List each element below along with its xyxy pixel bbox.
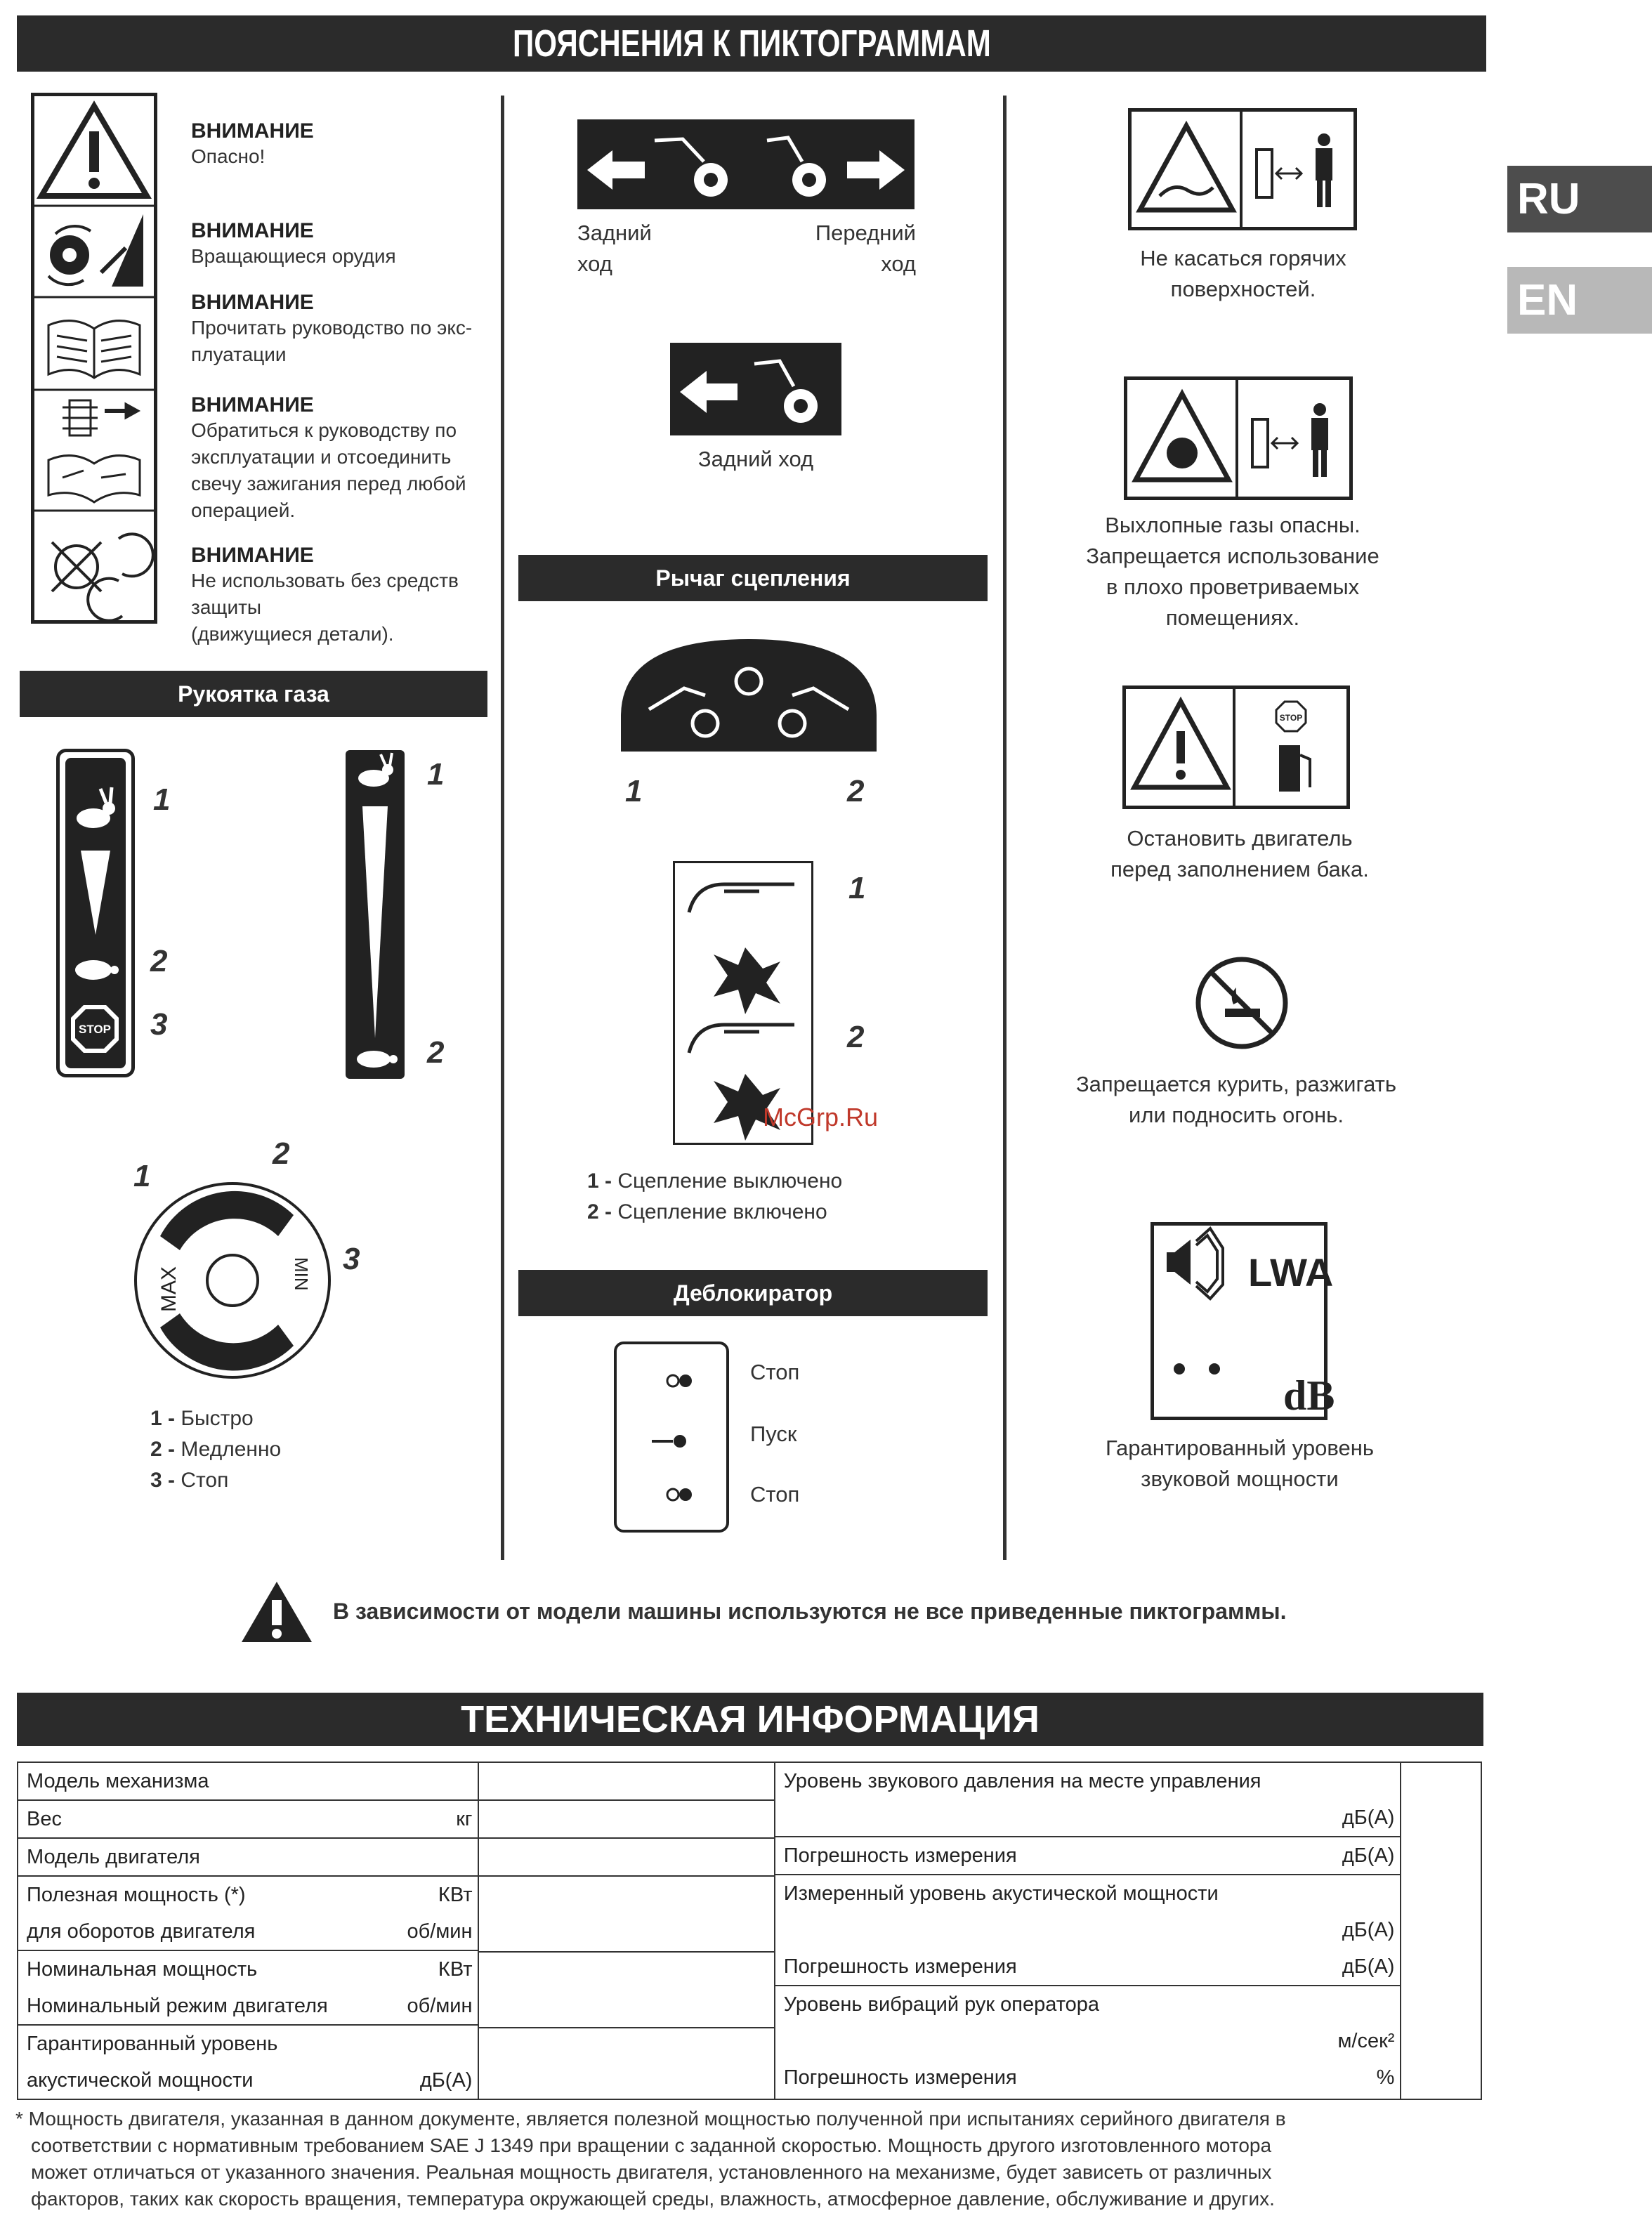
warning-text-3: ВНИМАНИЕ Прочитать руководство по экс- плуатации xyxy=(191,291,473,365)
throttle-lever-panel-1 xyxy=(56,749,135,1077)
throttle-lever-panel-2 xyxy=(346,750,405,1079)
label-1: 1 xyxy=(625,774,643,808)
lang-tab-ru[interactable]: RU xyxy=(1507,166,1652,232)
hot-surface-icon xyxy=(1128,108,1357,230)
svg-text:MIN: MIN xyxy=(291,1257,312,1291)
page-title: ПОЯСНЕНИЯ К ПИКТОГРАММАМ xyxy=(512,22,991,65)
sound-power-icon xyxy=(1150,1222,1335,1420)
refuel-caption: Остановить двигатель перед заполнением бака. xyxy=(1110,826,1369,881)
unlocker-label-stop: Стоп xyxy=(750,1482,800,1507)
exhaust-gas-icon xyxy=(1124,376,1353,500)
no-smoking-caption: Запрещается курить, разжигать или подносить огонь. xyxy=(1075,1072,1397,1127)
label-2: 2 xyxy=(273,1136,290,1171)
svg-text:MAX: MAX xyxy=(157,1266,181,1312)
warning-text-5: ВНИМАНИЕ Не использовать без средств защиты (движущиеся детали). xyxy=(191,544,459,645)
note-warning-icon xyxy=(239,1579,315,1645)
column-divider xyxy=(1003,96,1007,1560)
footnote: * Мощность двигателя, указанная в данном документе, является полезной мощностью полученной при испытаниях серийного двигателя в соответствии с нормативным требованием SAE J 1349 при вращении с заданной скоростью. Мощность другого изготовленного мотора может отличаться от указанного значения. Реальная мощность двигателя, установленного на механизме, будет зависеть от различных факторов, таких как скорость вращения, температура окружающей среды, влажность, атмосферное давление, обслуживание и других. xyxy=(15,2108,1286,2210)
column-divider xyxy=(501,96,504,1560)
lang-tab-en[interactable]: EN xyxy=(1507,267,1652,334)
label-1: 1 xyxy=(427,757,445,792)
unlocker-panel xyxy=(614,1341,729,1533)
label-2: 2 xyxy=(847,1020,865,1054)
back-label: Задний ход xyxy=(577,221,652,276)
unlocker-header: Деблокиратор xyxy=(518,1270,988,1316)
label-1: 1 xyxy=(848,871,866,905)
clutch-header: Рычаг сцепления xyxy=(518,555,988,601)
warning-text-4: ВНИМАНИЕ Обратиться к руководству по эксплуатации и отсоединить свечу зажигания перед любой операцией. xyxy=(191,393,466,521)
note-text: В зависимости от модели машины используются не все приведенные пиктограммы. xyxy=(333,1599,1287,1624)
spark-plug-manual-icon xyxy=(48,400,140,502)
speaker-icon xyxy=(1168,1228,1223,1299)
stop-sign-icon xyxy=(71,1005,119,1053)
section-header xyxy=(17,15,1486,72)
sound-power-caption: Гарантированный уровень звуковой мощности xyxy=(1106,1436,1374,1491)
label-2: 2 xyxy=(427,1035,445,1070)
no-smoking-icon xyxy=(1194,955,1290,1051)
reverse-icon xyxy=(670,343,841,435)
warning-icon-strip xyxy=(31,93,157,624)
svg-text:LWA: LWA xyxy=(1248,1250,1334,1294)
warning-text-2: ВНИМАНИЕ Вращающиеся орудия xyxy=(191,219,396,267)
tech-info-header: ТЕХНИЧЕСКАЯ ИНФОРМАЦИЯ xyxy=(17,1693,1483,1746)
start-position-icon xyxy=(652,1435,686,1448)
refuel-stop-icon xyxy=(1122,685,1350,809)
no-guard-icon xyxy=(52,534,153,620)
label-3: 3 xyxy=(150,1007,168,1042)
svg-text:STOP: STOP xyxy=(1279,713,1303,723)
exhaust-caption: Выхлопные газы опасны. Запрещается использование в плохо проветриваемых помещениях. xyxy=(1086,513,1379,630)
watermark: McGrp.Ru xyxy=(763,1103,879,1131)
clutch-dome-icon xyxy=(621,639,877,754)
stop-position-icon xyxy=(667,1488,692,1501)
label-2: 2 xyxy=(847,774,865,808)
stop-position-icon xyxy=(667,1375,692,1387)
label-2: 2 xyxy=(150,944,168,978)
throttle-dial xyxy=(132,1180,333,1381)
rotating-tools-icon xyxy=(48,214,143,287)
warning-text-1: ВНИМАНИЕ Опасно! xyxy=(191,119,314,167)
reverse-forward-icon xyxy=(577,119,914,209)
unlocker-label-stop: Стоп xyxy=(750,1360,800,1384)
tech-info-table: Модель механизма Вес кг Модель двигателя Полезная мощность (*) КВт для оборотов двигателя об/мин Номинальная мощность КВт Номинальный режим двигателя об/мин Гарантированный уровень акустической мощности дБ(A) Уровень звукового давления на месте управления дБ(A) Погрешность измерения дБ(A) Измеренный уровень акустической мощности дБ(A) Погрешность измерения дБ(A) Уровень вибраций рук оператора м/сек² Погрешность измерения % xyxy=(17,1762,1482,2100)
clutch-legend: 1 - Сцепление выключено 2 - Сцепление включено xyxy=(587,1169,843,1224)
label-3: 3 xyxy=(343,1242,360,1276)
warning-triangle-icon xyxy=(41,106,147,196)
svg-text:dB: dB xyxy=(1283,1372,1335,1419)
throttle-legend: 1 - Быстро 2 - Медленно 3 - Стоп xyxy=(150,1407,282,1492)
svg-text:STOP: STOP xyxy=(79,1023,111,1036)
label-1: 1 xyxy=(153,782,171,817)
reverse-label: Задний ход xyxy=(697,447,814,471)
manual-book-icon xyxy=(48,321,140,378)
forward-label: Передний ход xyxy=(815,221,916,276)
label-1: 1 xyxy=(133,1159,151,1193)
throttle-header: Рукоятка газа xyxy=(20,671,487,717)
unlocker-label-start: Пуск xyxy=(750,1422,797,1446)
warning-icons-svg xyxy=(34,96,154,620)
hot-surface-caption: Не касаться горячих поверхностей. xyxy=(1140,246,1346,301)
